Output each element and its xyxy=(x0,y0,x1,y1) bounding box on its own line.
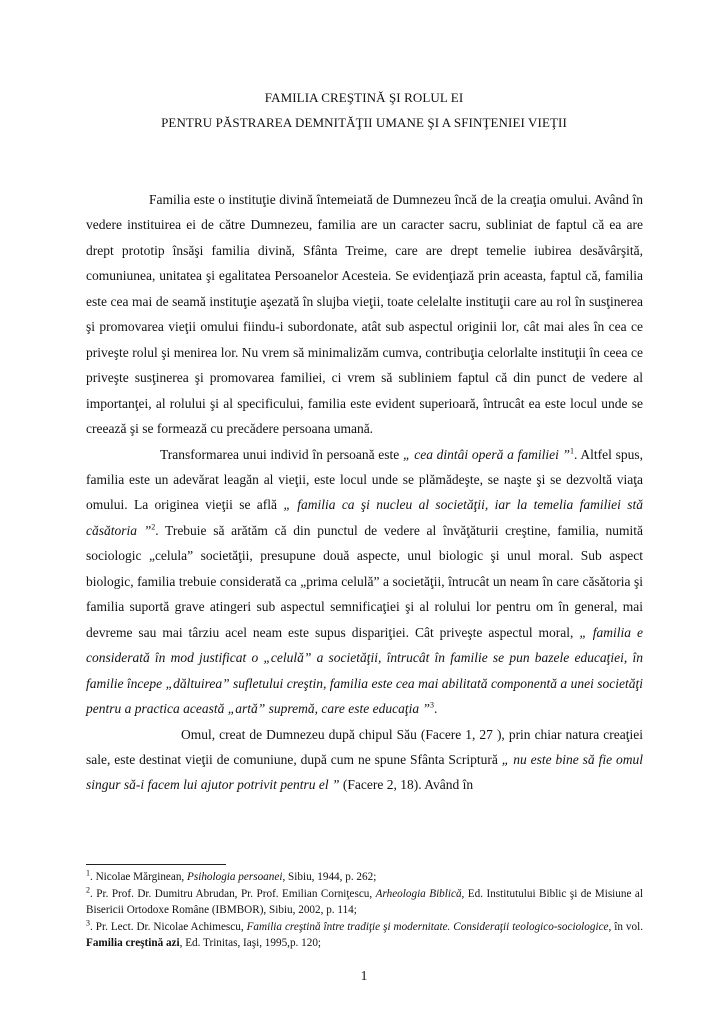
footnote-ref-2: 2 xyxy=(151,522,156,532)
footnotes xyxy=(86,870,643,951)
paragraph-1: Familia este o instituţie divină întemeiată de Dumnezeu încă de la creaţia omului. Având în vedere instituirea ei de către Dumnezeu, familia are un caracter sacru, subliniat de faptul că ea are drept prototip însăşi familia divină, Sfânta Treime, care are drept temelie iubirea desăvârşită, comuniunea, unitatea şi egalitatea Persoanelor Acesteia. Se evidenţiază prin aceasta, faptul că, familia este cea mai de seamă instituţie aşezată în slujba vieţii, toate celelalte instituţii care au rol în susţinerea şi promovarea vieţii omului fiindu-i subordonate, atât sub aspectul originii lor, cât mai ales în cea ce priveşte rolul şi menirea lor. Nu vrem să minimalizăm cumva, contribuţia celorlalte instituţii în ceea ce priveşte susţinerea şi promovarea familiei, ci vrem să subliniem faptul că din punct de vedere al importanţei, al rolului şi al specificului, familia este evident superioară, întrucât ea este locul unde se creează şi se formează cu precădere persoana umană. xyxy=(86,192,643,437)
footnote-3-text-c: , Ed. Trinitas, Iaşi, 1995,p. 120; xyxy=(179,936,322,949)
footnote-ref-3: 3 xyxy=(429,700,434,710)
footnote-3-title: Familia creştină între tradiţie şi modernitate. Consideraţii teologico-sociologice xyxy=(246,921,609,934)
footnote-1-title: Psihologia persoanei xyxy=(187,871,283,883)
p2-text-b: . Altfel spus, familia este un adevărat leagăn al vieţii, este locul unde se plămădeşte, se naşte şi se dezvoltă viaţa omului. La originea vieţii se află xyxy=(86,446,643,513)
footnote-2-number: 2 xyxy=(86,885,90,895)
footnote-3-text-a: . Pr. Lect. Dr. Nicolae Achimescu, xyxy=(90,921,247,934)
paragraph-2 xyxy=(86,442,643,722)
footnote-1-number: 1 xyxy=(86,868,90,878)
p3-text-a: Omul, creat de Dumnezeu după chipul Său (Facere 1, 27 ), prin chiar natura creaţiei sale, este destinat vieţii de comuniune, după cum ne spune Sfânta Scriptură xyxy=(86,726,643,767)
p2-quote-2: „ familia ca şi nucleu al societăţii, iar la temelia familiei stă căsătoria ” xyxy=(86,497,643,538)
p3-text-b: (Facere 2, 18). Având în xyxy=(339,777,474,793)
p2-text-d: . xyxy=(433,701,438,717)
title-line-1: FAMILIA CREŞTINĂ ŞI ROLUL EI xyxy=(264,90,464,105)
footnote-2-text-a: . Pr. Prof. Dr. Dumitru Abrudan, Pr. Prof. Emilian Corniţescu, xyxy=(90,888,376,901)
footnote-1-text-b: , Sibiu, 1944, p. 262; xyxy=(282,871,377,883)
footnote-3 xyxy=(86,920,643,951)
p2-quote-3: „ familia e considerată în mod justificat o „celulă” a societăţii, întrucât în familie se pun bazele educaţiei, în familie începe „dăltuirea” sufletului creştin, familia este cea mai abilitată componentă a unei societăţi pentru a practica această „artă” supremă, care este educaţia ” xyxy=(86,624,643,717)
footnote-2-text-b: , Ed. Institutului Biblic şi de Misiune al Bisericii Ortodoxe Române (IBMBOR), Sibiu, 2002, p. 114; xyxy=(86,888,643,916)
p3-quote: „ nu este bine să fie omul singur să-i facem lui ajutor potrivit pentru el ” xyxy=(86,751,643,793)
p2-quote-1: „ cea dintâi operă a familiei ” xyxy=(403,446,571,462)
title-line-2: PENTRU PĂSTRAREA DEMNITĂŢII UMANE ŞI A SFINŢENIEI VIEŢII xyxy=(161,115,567,130)
footnote-3-volume: Familia creştină azi xyxy=(86,936,180,949)
p2-text-a: Transformarea unui individ în persoană este xyxy=(160,446,403,462)
footnote-2-title: Arheologia Biblică xyxy=(375,888,462,901)
paragraph-3 xyxy=(86,722,643,798)
footnote-separator xyxy=(86,864,226,865)
p2-text-c: . Trebuie să arătăm că din punctul de vedere al învăţăturii creştine, familia, numită sociologic „celula” societăţii, presupune două aspecte, unul biologic şi unul moral. Sub aspect biologic, familia trebuie considerată ca „prima celulă” a societăţii, întrucât un neam în care căsătoria şi familia suportă grave atingeri sub aspectul semnificaţiei şi al rolului lor pentru om în general, mai devreme sau mai târziu acel neam este supus dispariţiei. Cât priveşte aspectul moral, xyxy=(86,522,643,640)
footnote-3-text-b: , în vol. xyxy=(608,921,644,934)
page-number: 1 xyxy=(360,968,368,983)
footnote-1-text-a: . Nicolae Mărginean, xyxy=(90,871,188,883)
footnote-ref-1: 1 xyxy=(570,446,575,456)
footnote-2 xyxy=(86,887,643,918)
footnote-1 xyxy=(86,870,643,885)
body-text xyxy=(86,187,643,798)
footnote-3-number: 3 xyxy=(86,918,90,928)
